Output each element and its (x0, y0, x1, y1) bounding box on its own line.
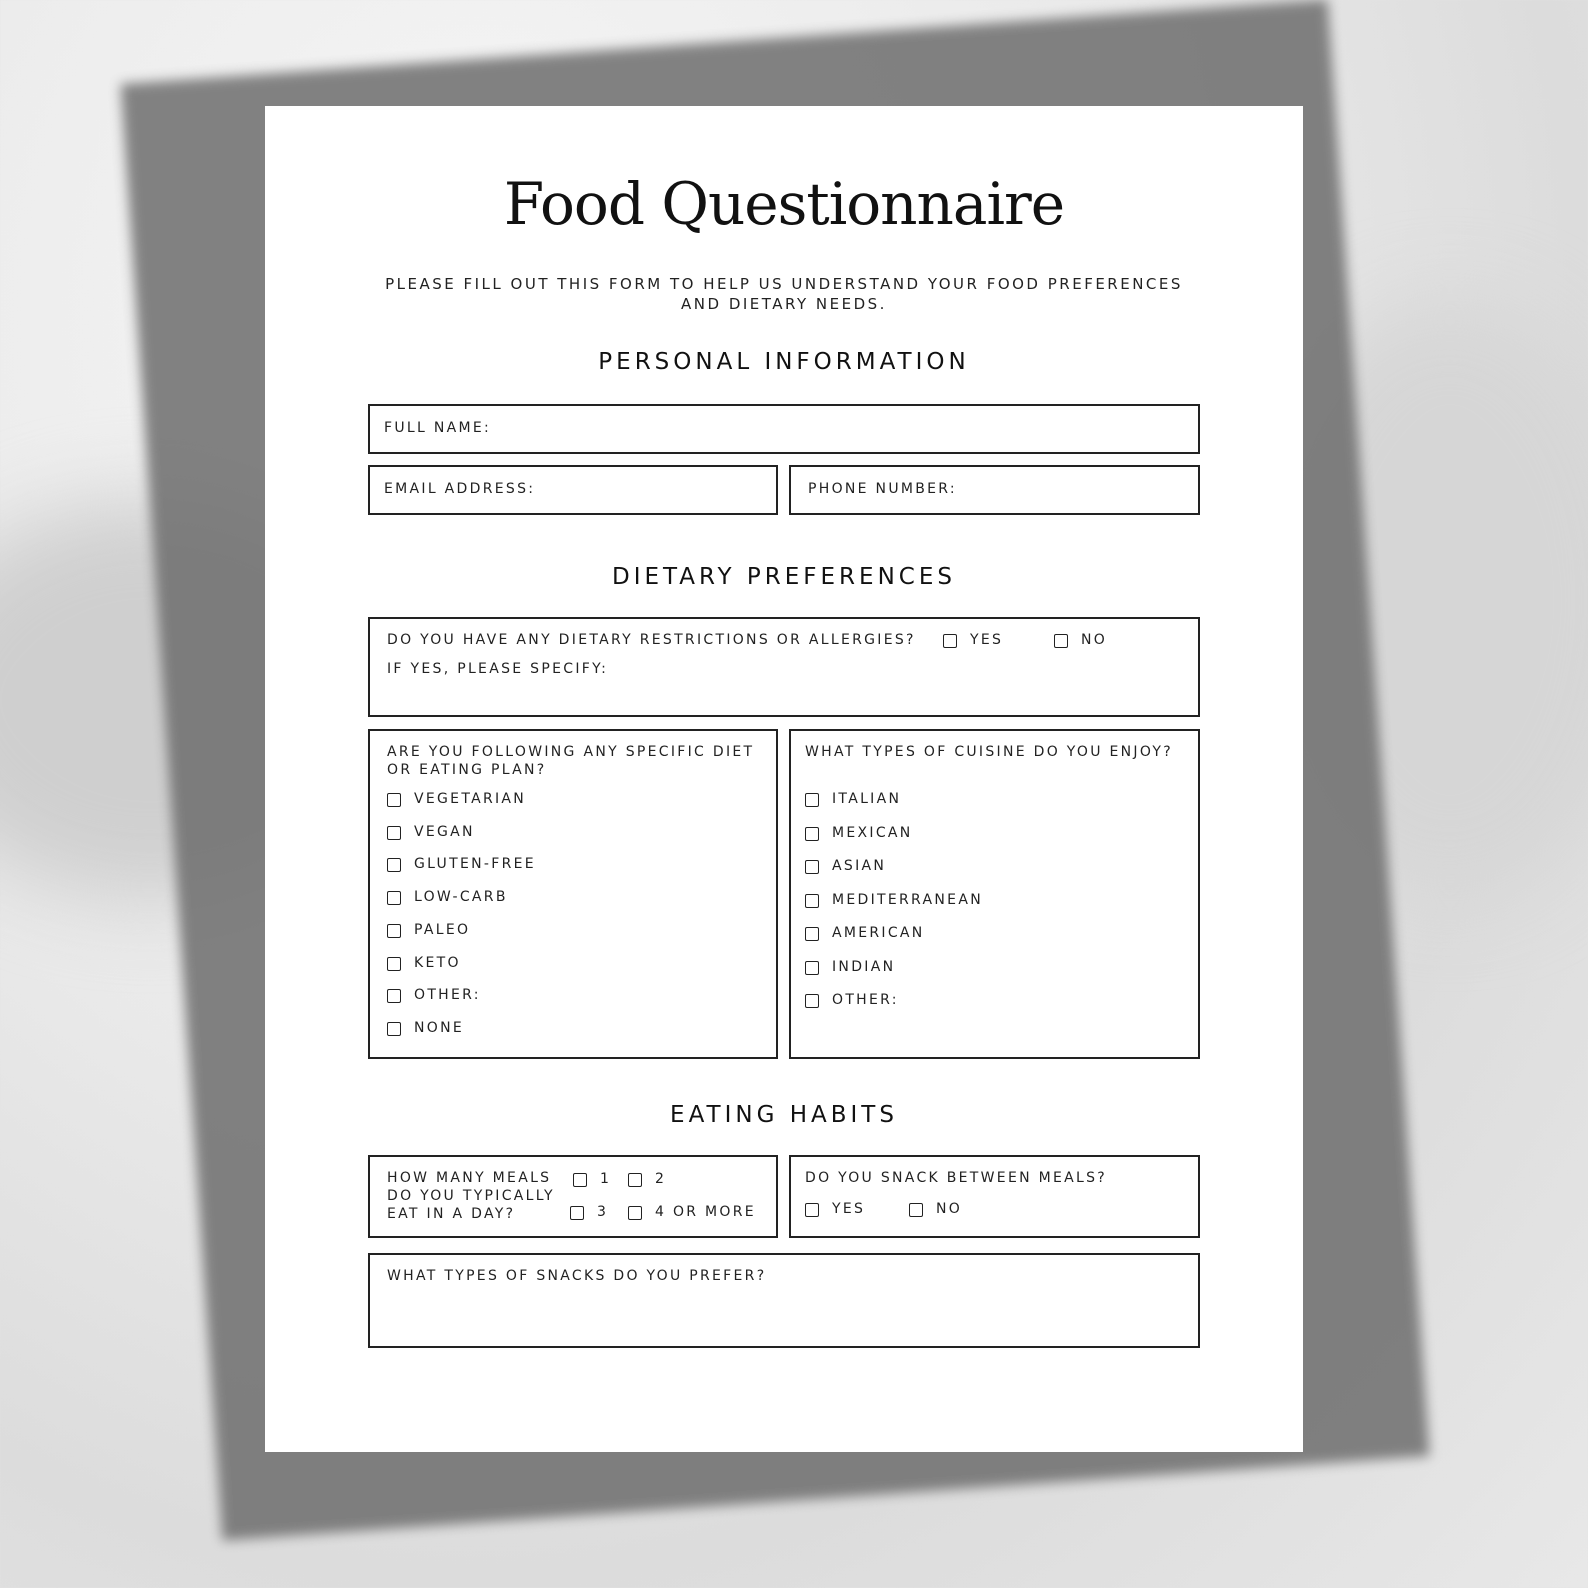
phone-label: PHONE NUMBER: (808, 481, 957, 497)
intro-line: PLEASE FILL OUT THIS FORM TO HELP US UNDERSTAND YOUR FOOD PREFERENCES (385, 275, 1183, 293)
meals-option-label: 2 (655, 1171, 667, 1187)
checkbox-icon[interactable] (387, 957, 401, 971)
checkbox-icon[interactable] (628, 1173, 642, 1187)
full-name-label: FULL NAME: (384, 420, 492, 436)
diet-question-line: OR EATING PLAN? (387, 762, 547, 778)
meals-question-line: DO YOU TYPICALLY (387, 1188, 555, 1204)
checkbox-icon[interactable] (909, 1203, 923, 1217)
cuisine-option-label: MEDITERRANEAN (832, 891, 983, 908)
checkbox-icon[interactable] (570, 1206, 584, 1220)
section-personal-information: PERSONAL INFORMATION (598, 349, 970, 375)
cuisine-option-label: AMERICAN (832, 925, 925, 941)
diet-plan-box (368, 729, 778, 1059)
checkbox-icon[interactable] (628, 1206, 642, 1220)
meals-question-line: HOW MANY MEALS (387, 1170, 552, 1186)
snack-types-field[interactable] (368, 1253, 1200, 1348)
cuisine-option-label: ASIAN (832, 858, 887, 874)
checkbox-icon[interactable] (387, 989, 401, 1003)
section-eating-habits: EATING HABITS (670, 1102, 898, 1128)
checkbox-icon[interactable] (805, 1203, 819, 1217)
diet-question-line: ARE YOU FOLLOWING ANY SPECIFIC DIET (387, 744, 755, 760)
email-label: EMAIL ADDRESS: (384, 481, 536, 497)
checkbox-icon[interactable] (387, 826, 401, 840)
checkbox-icon[interactable] (943, 634, 957, 648)
checkbox-icon[interactable] (1054, 634, 1068, 648)
full-name-field[interactable] (368, 404, 1200, 454)
snack-question: DO YOU SNACK BETWEEN MEALS? (805, 1170, 1108, 1186)
checkbox-icon[interactable] (805, 827, 819, 841)
diet-option-label: OTHER: (414, 987, 481, 1004)
restrictions-box (368, 617, 1200, 717)
section-dietary-preferences: DIETARY PREFERENCES (612, 564, 956, 590)
checkbox-icon[interactable] (387, 924, 401, 938)
checkbox-icon[interactable] (805, 793, 819, 807)
questionnaire-sheet (265, 106, 1303, 1452)
meals-option-label: 1 (600, 1171, 612, 1187)
phone-field[interactable] (789, 465, 1200, 515)
snack-yes-label: YES (832, 1201, 866, 1217)
cuisine-option-label: ITALIAN (832, 791, 902, 807)
restrictions-yes-label: YES (970, 632, 1004, 648)
diet-option-label: KETO (414, 954, 461, 971)
meals-option-label: 3 (597, 1204, 609, 1220)
cuisine-option-label: MEXICAN (832, 824, 913, 841)
form-intro (365, 274, 1203, 314)
intro-line: AND DIETARY NEEDS. (681, 295, 887, 313)
email-field[interactable] (368, 465, 778, 515)
diet-option-label: VEGETARIAN (414, 791, 527, 807)
diet-option-label: NONE (414, 1019, 465, 1036)
specify-label: IF YES, PLEASE SPECIFY: (387, 661, 609, 677)
checkbox-icon[interactable] (805, 927, 819, 941)
restrictions-no-label: NO (1081, 632, 1108, 648)
cuisine-box (789, 729, 1200, 1059)
checkbox-icon[interactable] (387, 858, 401, 872)
diet-option-label: LOW-CARB (414, 889, 508, 906)
checkbox-icon[interactable] (387, 891, 401, 905)
checkbox-icon[interactable] (805, 894, 819, 908)
form-title: Food Questionnaire (503, 170, 1065, 238)
checkbox-icon[interactable] (805, 994, 819, 1008)
cuisine-question: WHAT TYPES OF CUISINE DO YOU ENJOY? (805, 744, 1173, 760)
meals-option-label: 4 OR MORE (655, 1204, 756, 1220)
checkbox-icon[interactable] (573, 1173, 587, 1187)
checkbox-icon[interactable] (805, 860, 819, 874)
cuisine-option-label: OTHER: (832, 992, 899, 1008)
cuisine-option-label: INDIAN (832, 958, 896, 975)
snack-between-meals-box (789, 1155, 1200, 1238)
meals-per-day-box (368, 1155, 778, 1238)
snack-types-question: WHAT TYPES OF SNACKS DO YOU PREFER? (387, 1268, 767, 1284)
diet-option-label: GLUTEN-FREE (414, 856, 536, 873)
checkbox-icon[interactable] (805, 961, 819, 975)
checkbox-icon[interactable] (387, 1022, 401, 1036)
restrictions-question: DO YOU HAVE ANY DIETARY RESTRICTIONS OR ALLERGIES? (387, 632, 916, 648)
diet-option-label: PALEO (414, 921, 471, 938)
meals-question-line: EAT IN A DAY? (387, 1206, 516, 1222)
diet-option-label: VEGAN (414, 823, 475, 840)
checkbox-icon[interactable] (387, 793, 401, 807)
snack-no-label: NO (936, 1201, 963, 1217)
